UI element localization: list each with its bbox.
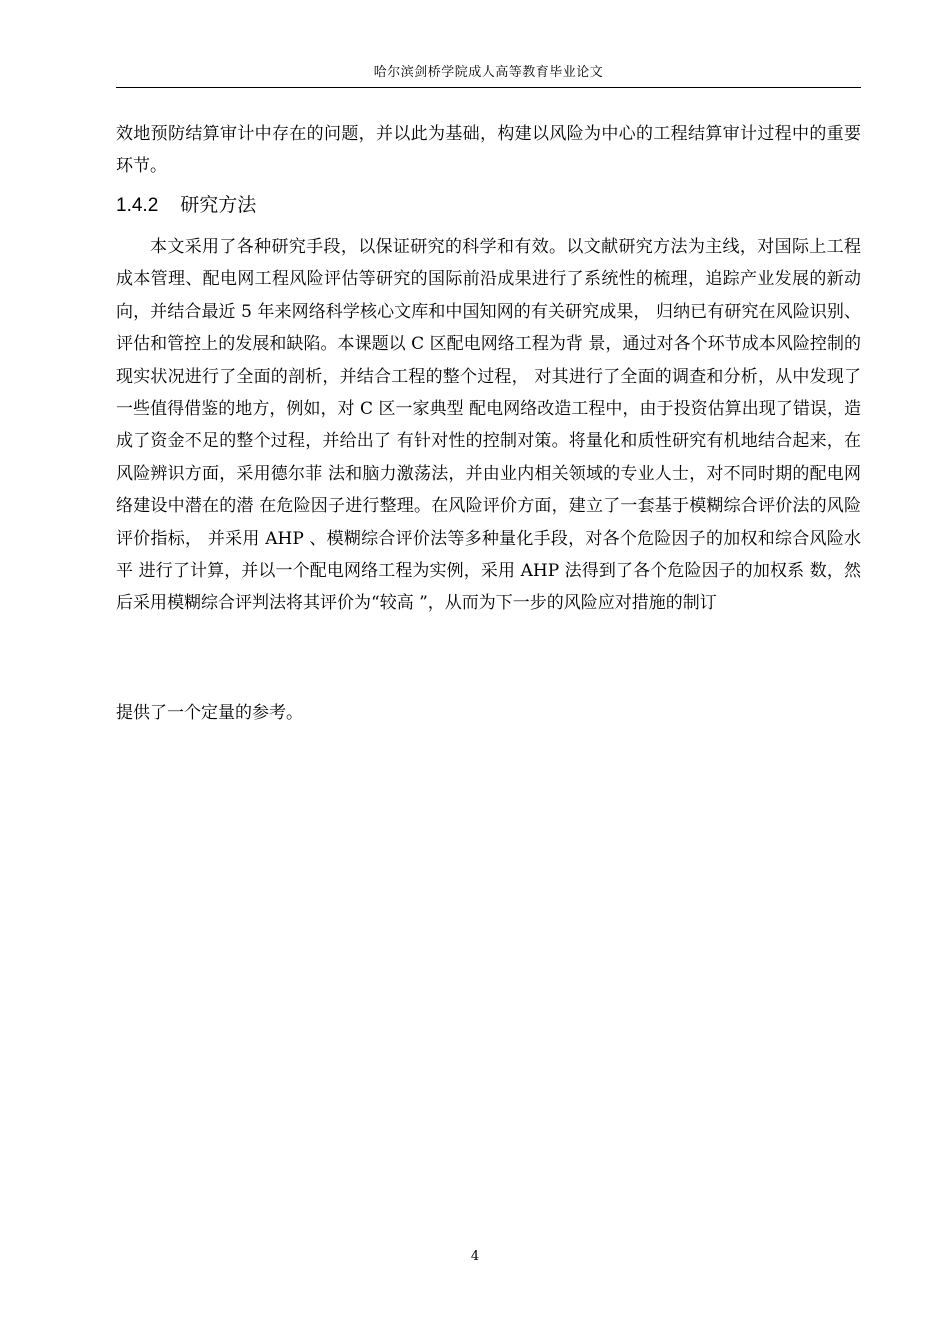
- page-number: 4: [470, 1249, 480, 1264]
- intro-paragraph: 效地预防结算审计中存在的问题，并以此为基础，构建以风险为中心的工程结算审计过程中的重要环节。: [116, 124, 861, 177]
- header-divider: [116, 87, 861, 88]
- section-title: 研究方法: [180, 194, 257, 216]
- section-number: 1.4.2: [116, 195, 159, 216]
- page-header-title: 哈尔滨剑桥学院成人高等教育毕业论文: [373, 65, 604, 80]
- main-paragraph: 本文采用了各种研究手段，以保证研究的科学和有效。以文献研究方法为主线，对国际上工程成本管理、配电网工程风险评估等研究的国际前沿成果进行了系统性的梳理，追踪产业发展的新动向，并结合最近 5 年来网络科学核心文库和中国知网的有关研究成果， 归纳已有研究在风险识别、评估和管控上的发展和缺陷。本课题以 C 区配电网络工程为背 景，通过对各个环节成本风险控制的现实状况进行了全面的剖析，并结合工程的整个过程， 对其进行了全面的调查和分析，从中发现了一些值得借鉴的地方，例如，对 C 区一家典型 配电网络改造工程中，由于投资估算出现了错误，造成了资金不足的整个过程，并给出了 有针对性的控制对策。将量化和质性研究有机地结合起来，在风险辨识方面，采用德尔菲 法和脑力激荡法，并由业内相关领域的专业人士，对不同时期的配电网络建设中潜在的潜 在危险因子进行整理。在风险评价方面，建立了一套基于模糊综合评价法的风险评价指标， 并采用 AHP 、模糊综合评价法等多种量化手段，对各个危险因子的加权和综合风险水平 进行了计算，并以一个配电网络工程为实例，采用 AHP 法得到了各个危险因子的加权系 数，然后采用模糊综合评判法将其评价为“较高 ”，从而为下一步的风险应对措施的制订: [116, 237, 861, 614]
- section-heading: [116, 188, 256, 223]
- closing-line: 提供了一个定量的参考。: [116, 703, 303, 723]
